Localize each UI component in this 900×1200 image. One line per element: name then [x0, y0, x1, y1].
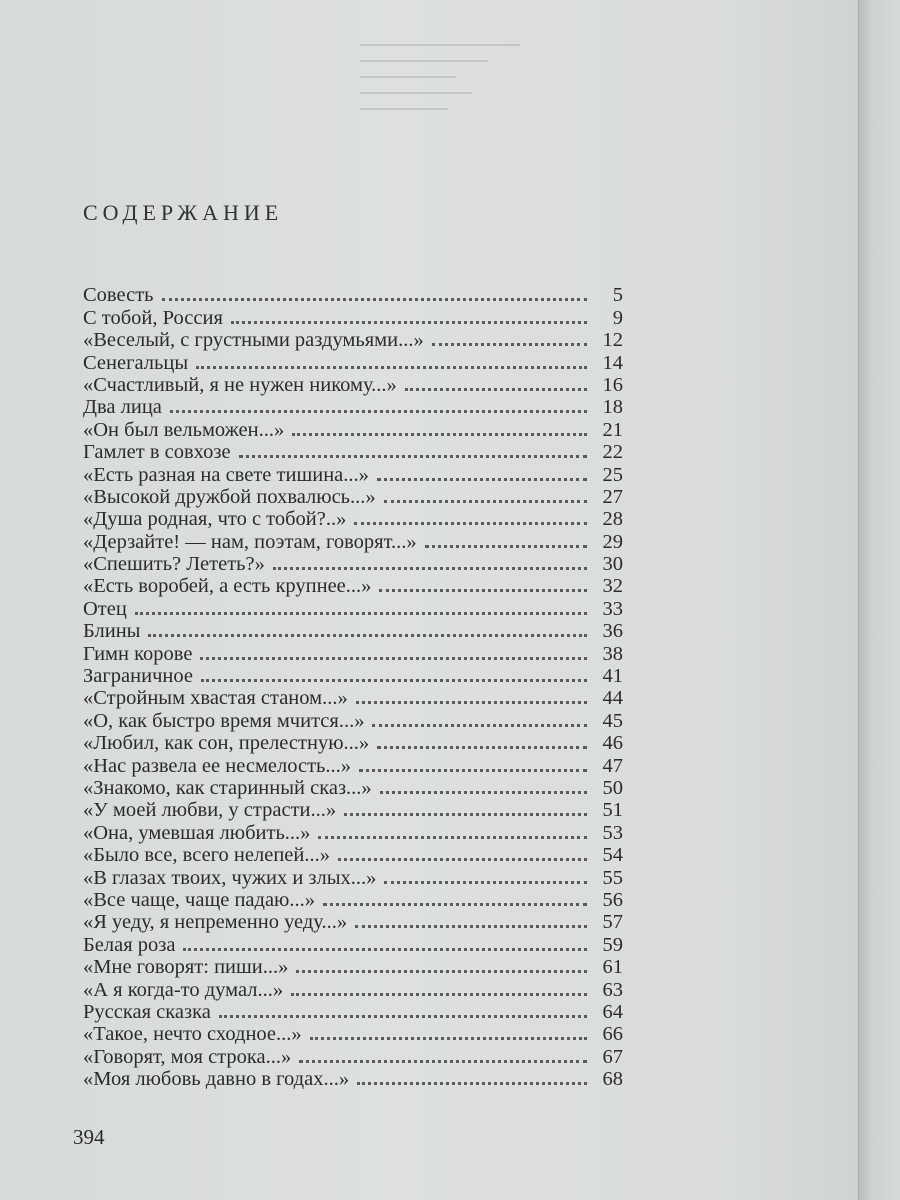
- toc-entry-page: 55: [602, 866, 623, 889]
- toc-entry-page: 12: [602, 329, 623, 352]
- toc-entry-title: Отец: [83, 597, 127, 620]
- toc-entry-title: «Такое, нечто сходное...»: [83, 1023, 302, 1046]
- toc-entry-title: Белая роза: [83, 933, 176, 956]
- toc-entry-page: 18: [602, 396, 623, 419]
- dot-leader: [273, 567, 587, 570]
- toc-entry: [83, 418, 623, 440]
- dot-leader: [377, 746, 587, 749]
- toc-entry-title: «Спешить? Лететь?»: [83, 553, 265, 576]
- toc-entry-page: 50: [602, 776, 623, 799]
- dot-leader: [291, 993, 587, 996]
- toc-entry-title: «Есть воробей, а есть крупнее...»: [83, 575, 372, 598]
- toc-entry-page: 64: [602, 1000, 623, 1023]
- toc-entry-page: 45: [602, 709, 623, 732]
- toc-entry-page: 16: [602, 373, 623, 396]
- toc-entry-title: «Нас развела ее несмелость...»: [83, 754, 352, 777]
- dot-leader: [356, 701, 587, 704]
- dot-leader: [344, 813, 587, 816]
- dot-leader: [354, 522, 587, 525]
- toc-entry-page: 27: [602, 485, 623, 508]
- toc-entry: [83, 866, 623, 888]
- toc-entry: [83, 889, 623, 911]
- toc-entry-page: 47: [602, 754, 623, 777]
- dot-leader: [148, 634, 587, 637]
- dot-leader: [384, 500, 587, 503]
- toc-entry: [83, 374, 623, 396]
- dot-leader: [379, 589, 587, 592]
- toc-entry-title: «Стройным хвастая станом...»: [83, 687, 348, 710]
- show-through-text: [360, 30, 520, 140]
- dot-leader: [200, 657, 587, 660]
- toc-entry-title: Сенегальцы: [83, 351, 189, 374]
- toc-entry: [83, 933, 623, 955]
- toc-entry-title: «Знакомо, как старинный сказ...»: [83, 776, 372, 799]
- dot-leader: [425, 545, 587, 548]
- toc-entry: [83, 956, 623, 978]
- toc-entry-title: «Мне говорят: пиши...»: [83, 956, 289, 979]
- toc-entry-page: 63: [602, 978, 623, 1001]
- toc-entry: [83, 799, 623, 821]
- toc-entry: [83, 1045, 623, 1067]
- toc-entry: [83, 553, 623, 575]
- toc-entry-title: «Высокой дружбой похвалюсь...»: [83, 485, 376, 508]
- toc-entry-page: 9: [612, 306, 623, 329]
- toc-entry-title: «Счастливый, я не нужен никому...»: [83, 373, 397, 396]
- toc-entry: [83, 978, 623, 1000]
- dot-leader: [219, 1015, 587, 1018]
- toc-entry-page: 29: [602, 530, 623, 553]
- toc-entry-page: 30: [602, 553, 623, 576]
- toc-entry-title: «Дерзайте! — нам, поэтам, говорят...»: [83, 530, 417, 553]
- toc-entry-page: 25: [602, 463, 623, 486]
- dot-leader: [357, 1082, 587, 1085]
- toc-entry-title: «О, как быстро время мчится...»: [83, 709, 365, 732]
- toc-heading: СОДЕРЖАНИЕ: [83, 200, 284, 225]
- toc-entry: [83, 597, 623, 619]
- toc-entry-title: Гамлет в совхозе: [83, 441, 231, 464]
- toc-entry: [83, 1068, 623, 1090]
- toc-entry: [83, 306, 623, 328]
- toc-entry-title: «Душа родная, что с тобой?..»: [83, 508, 347, 531]
- toc-entry: [83, 530, 623, 552]
- toc-entry-page: 46: [602, 732, 623, 755]
- toc-entry: [83, 665, 623, 687]
- dot-leader: [231, 321, 587, 324]
- toc-entry-title: С тобой, Россия: [83, 306, 223, 329]
- toc-entry: [83, 575, 623, 597]
- toc-entry-title: Блины: [83, 620, 141, 643]
- toc-entry-title: Заграничное: [83, 665, 193, 688]
- book-spine-edge: [858, 0, 900, 1200]
- dot-leader: [299, 1060, 587, 1063]
- toc-entry-page: 14: [602, 351, 623, 374]
- dot-leader: [432, 343, 587, 346]
- toc-entry-page: 38: [602, 642, 623, 665]
- toc-entry: [83, 821, 623, 843]
- toc-entry: [83, 1001, 623, 1023]
- dot-leader: [170, 410, 587, 413]
- toc-entry: [83, 620, 623, 642]
- dot-leader: [405, 388, 587, 391]
- dot-leader: [196, 366, 587, 369]
- dot-leader: [377, 478, 587, 481]
- toc-entry-title: «Я уеду, я непременно уеду...»: [83, 911, 348, 934]
- toc-entry-page: 21: [602, 418, 623, 441]
- toc-entry-title: «Она, умевшая любить...»: [83, 821, 311, 844]
- table-of-contents: [83, 284, 623, 1090]
- toc-entry: [83, 642, 623, 664]
- toc-entry: [83, 463, 623, 485]
- dot-leader: [338, 858, 587, 861]
- dot-leader: [359, 769, 587, 772]
- toc-entry: [83, 777, 623, 799]
- toc-entry-title: Русская сказка: [83, 1000, 211, 1023]
- dot-leader: [323, 903, 587, 906]
- toc-entry-page: 33: [602, 597, 623, 620]
- toc-entry: [83, 911, 623, 933]
- toc-entry-page: 66: [602, 1023, 623, 1046]
- toc-entry: [83, 351, 623, 373]
- toc-entry: [83, 486, 623, 508]
- toc-entry: [83, 844, 623, 866]
- toc-entry-page: 51: [602, 799, 623, 822]
- toc-entry-title: «Говорят, моя строка...»: [83, 1045, 292, 1068]
- toc-entry-page: 67: [602, 1045, 623, 1068]
- dot-leader: [239, 455, 587, 458]
- toc-entry-page: 32: [602, 575, 623, 598]
- dot-leader: [372, 724, 587, 727]
- toc-entry-page: 41: [602, 665, 623, 688]
- toc-entry-page: 36: [602, 620, 623, 643]
- toc-entry: [83, 754, 623, 776]
- toc-entry-title: «У моей любви, у страсти...»: [83, 799, 337, 822]
- toc-entry-page: 61: [602, 956, 623, 979]
- toc-entry: [83, 508, 623, 530]
- dot-leader: [201, 679, 587, 682]
- page-number: 394: [73, 1125, 105, 1149]
- toc-entry: [83, 1023, 623, 1045]
- toc-entry-title: Гимн корове: [83, 642, 193, 665]
- dot-leader: [384, 881, 587, 884]
- dot-leader: [355, 925, 587, 928]
- toc-entry: [83, 284, 623, 306]
- toc-entry-page: 68: [602, 1068, 623, 1091]
- dot-leader: [310, 1037, 587, 1040]
- dot-leader: [296, 970, 587, 973]
- dot-leader: [135, 612, 587, 615]
- toc-entry-title: Два лица: [83, 396, 162, 419]
- toc-entry: [83, 441, 623, 463]
- toc-entry-page: 56: [602, 888, 623, 911]
- dot-leader: [292, 433, 587, 436]
- toc-entry-title: «Он был вельможен...»: [83, 418, 285, 441]
- toc-entry-page: 22: [602, 441, 623, 464]
- dot-leader: [318, 836, 587, 839]
- toc-entry-page: 28: [602, 508, 623, 531]
- toc-entry-page: 54: [602, 844, 623, 867]
- toc-entry-title: «А я когда-то думал...»: [83, 978, 284, 1001]
- toc-entry-title: «Веселый, с грустными раздумьями...»: [83, 329, 424, 352]
- dot-leader: [162, 298, 588, 301]
- toc-entry-page: 59: [602, 933, 623, 956]
- toc-entry-title: «Есть разная на свете тишина...»: [83, 463, 369, 486]
- toc-entry-page: 5: [612, 284, 623, 307]
- toc-entry: [83, 732, 623, 754]
- toc-entry: [83, 709, 623, 731]
- toc-entry-page: 44: [602, 687, 623, 710]
- toc-entry-title: «Было все, всего нелепей...»: [83, 844, 331, 867]
- toc-entry: [83, 687, 623, 709]
- toc-entry-page: 53: [602, 821, 623, 844]
- toc-entry-title: Совесть: [83, 284, 154, 307]
- toc-entry: [83, 329, 623, 351]
- dot-leader: [380, 791, 587, 794]
- toc-entry-title: «Любил, как сон, прелестную...»: [83, 732, 370, 755]
- toc-entry-title: «Моя любовь давно в годах...»: [83, 1068, 350, 1091]
- toc-entry-page: 57: [602, 911, 623, 934]
- dot-leader: [183, 948, 587, 951]
- toc-entry-title: «Все чаще, чаще падаю...»: [83, 888, 315, 911]
- toc-entry-title: «В глазах твоих, чужих и злых...»: [83, 866, 377, 889]
- toc-entry: [83, 396, 623, 418]
